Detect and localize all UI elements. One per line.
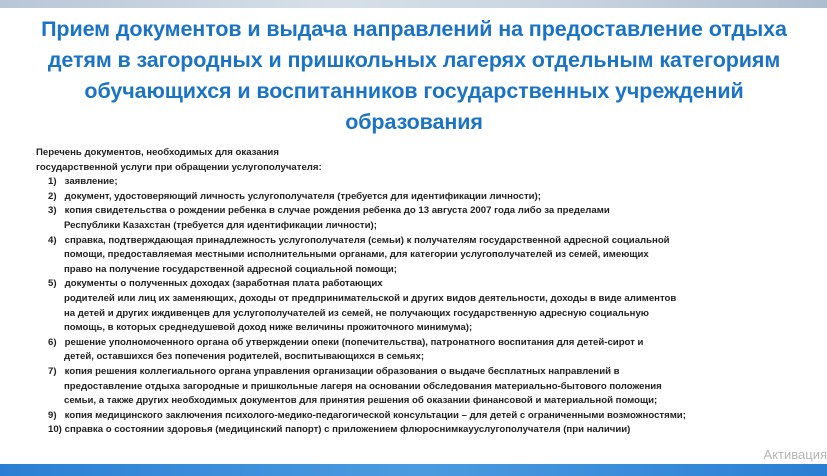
intro-line: государственной услуги при обращении услугополучателя: <box>36 161 322 173</box>
list-item <box>48 234 806 278</box>
item-text: копия свидетельства о рождении ребенка в случае рождения ребенка до 13 августа 2007 года либо за пределами <box>64 205 610 217</box>
item-number: 9) <box>48 409 57 421</box>
item-number: 2) <box>48 190 57 202</box>
top-decor-band <box>0 0 827 8</box>
item-number: 5) <box>48 278 57 290</box>
item-text: предоставление отдыха загородные и пришкольные лагеря на основании обследования материально-бытового положения <box>64 380 662 392</box>
item-number: 4) <box>48 234 57 246</box>
item-text: копия решения коллегиального органа управления организации образования о выдаче бесплатных направлений в <box>64 365 620 377</box>
bottom-accent-bar <box>0 464 827 476</box>
item-text: документ, удостоверяющий личность услугополучателя (требуется для идентификации личности); <box>64 190 541 202</box>
item-text: заявление; <box>64 176 118 188</box>
list-item <box>48 190 806 205</box>
item-text: копия медицинского заключения психолого-медико-педагогической консультации – для детей с ограниченными возможностями; <box>64 409 686 421</box>
list-item <box>48 204 806 233</box>
documents-section <box>36 146 806 438</box>
item-number: 3) <box>48 205 57 217</box>
item-number: 7) <box>48 365 57 377</box>
item-text: семьи, а также других необходимых документов для принятия решения об оказании финансовой и материальной помощи; <box>64 395 658 407</box>
item-text: детей, оставшихся без попечения родителей, воспитывающихся в семьях; <box>64 351 425 363</box>
item-text: Республики Казахстан (требуется для идентификации личности); <box>64 219 377 231</box>
item-text: справка, подтверждающая принадлежность услугополучателя (семьи) к получателям государственной адресной социальной <box>64 234 670 246</box>
intro-text <box>36 146 806 175</box>
list-item <box>48 423 806 438</box>
item-number: 1) <box>48 176 57 188</box>
list-item <box>48 336 806 365</box>
item-text: родителей или лиц их заменяющих, доходы от предпринимательской и других видов деятельности, доходы в виде алиментов <box>64 292 677 304</box>
item-text: решение уполномоченного органа об утверждении опеки (попечительства), патронатного воспитания для детей-сирот и <box>64 336 644 348</box>
item-text: право на получение государственной адресной социальной помощи; <box>64 263 398 275</box>
slide-title: Прием документов и выдача направлений на предоставление отдыха детям в загородных и пришкольных лагерях отдельным категориям обучающихся и воспитанников государственных учреждений образования <box>41 17 787 134</box>
item-text: помощи, предоставляемая местными исполнительными органами, для категории услугополучателей из семей, имеющих <box>64 249 649 261</box>
list-item <box>48 175 806 190</box>
item-number: 10) <box>48 424 62 436</box>
item-text: на детей и других иждивенцев для услугополучателей из семей, не получающих государственную адресную социальную <box>64 307 649 319</box>
documents-list <box>36 175 806 438</box>
item-text: документы о полученных доходах (заработная плата работающих <box>64 278 383 290</box>
item-number: 6) <box>48 336 57 348</box>
list-item <box>48 365 806 409</box>
intro-line: Перечень документов, необходимых для оказания <box>36 147 279 158</box>
list-item <box>48 277 806 335</box>
item-text: помощь, в которых среднедушевой доход ниже величины прожиточного минимума); <box>64 322 473 334</box>
item-text: справка о состоянии здоровья (медицинский папорт) с приложением флюроснимкаууслугополучателя (при наличии) <box>64 424 631 436</box>
activation-watermark: Активация <box>763 447 827 462</box>
slide <box>0 8 827 470</box>
list-item <box>48 409 806 424</box>
